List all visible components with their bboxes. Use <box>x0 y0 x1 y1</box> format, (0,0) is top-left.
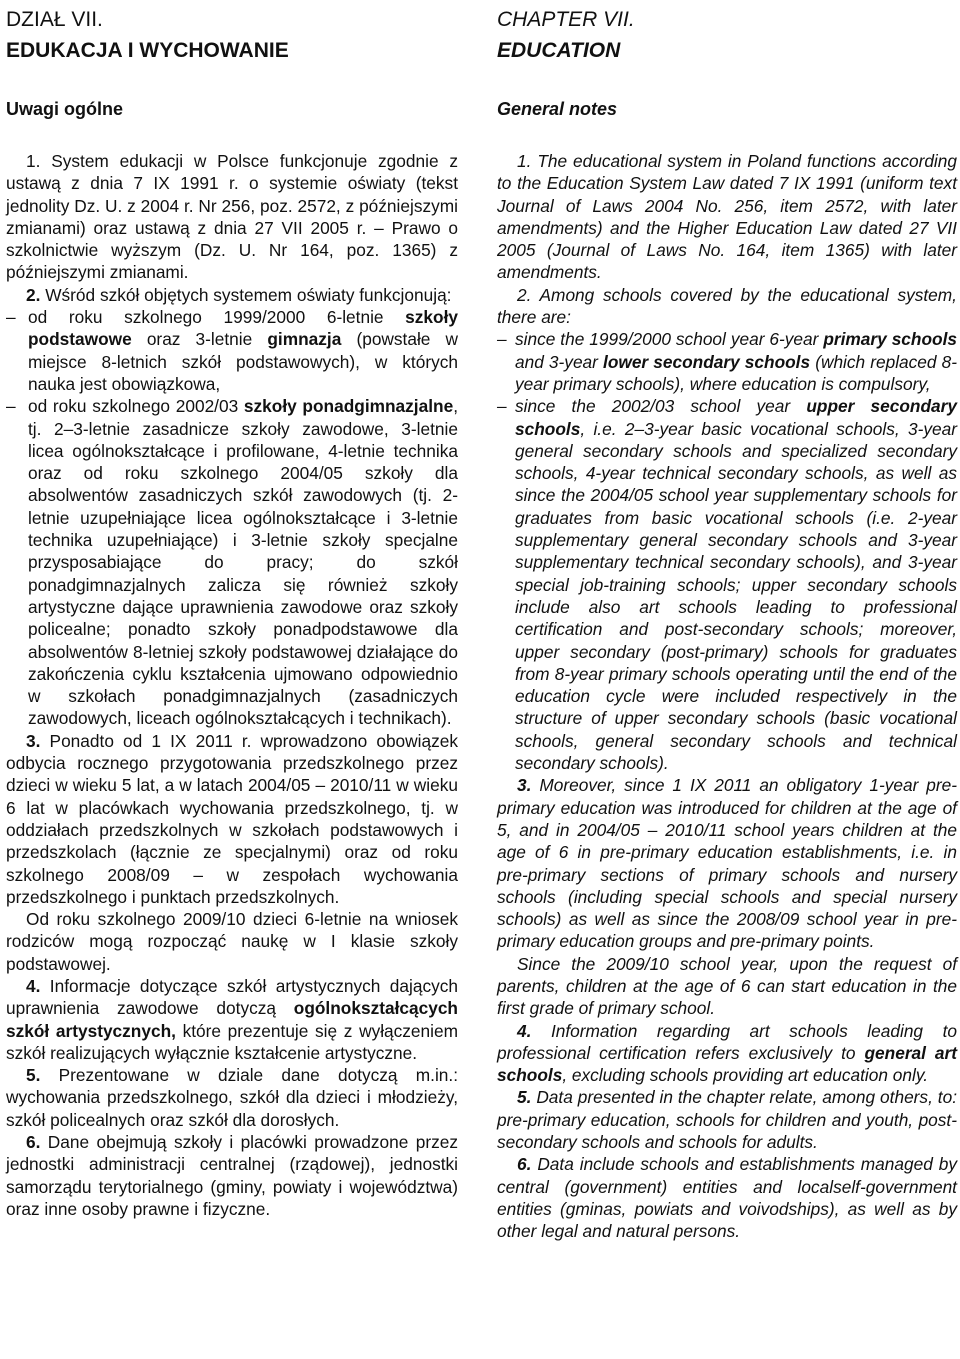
text: oraz 3-letnie <box>131 329 268 350</box>
paragraph-number: 1. <box>517 151 532 171</box>
bold-term: gimnazja <box>267 329 342 350</box>
paragraph-number: 3. <box>26 730 41 751</box>
bold-term: szkoły podstawowe <box>28 307 458 350</box>
paragraph-number: 5. <box>517 1087 532 1108</box>
paragraph-3b: Od roku szkolnego 2009/10 dzieci 6-letnie na wniosek rodziców mogą rozpocząć naukę w I klasie szkoły podstawowej. <box>6 909 458 974</box>
paragraph-text: Among schools covered by the educational system, there are: <box>497 284 957 328</box>
paragraph-text: Ponadto od 1 IX 2011 r. wprowadzono obowiązek odbycia rocznego przygotowania przedszkolnego przez dzieci w wieku 5 lat, a w latach 2004/05 – 2010/11 w wieku 6 lat w placówkach wychowania przedszkolnego, tj. w oddziałach przedszkolnych w szkołach podstawowych i przedszkolach (łącznie ze specjalnymi) oraz od roku szkolnego 2008/09 – w zespołach wychowania przedszkolnego i punktach przedszkolnych. <box>6 730 458 907</box>
chapter-title: EDUKACJA I WYCHOWANIE <box>6 39 289 62</box>
text: , tj. 2–3-letnie zasadnicze szkoły zawodowe, 3-letnie licea ogólnokształcące i profilowane, 4-letnie technika oraz od roku szkolnego 2004/05 szkoły dla absolwentów zasadniczych szkół zawodowych (tj. 2-letnie uzupełniające licea ogólnokształcące i 3-letnie technika uzupełniające) i 3-letnie szkoły specjalne przysposabiające do pracy; do szkół ponadgimnazjalnych zalicza się również szkoły artystyczne dające uprawnienia zawodowe oraz szkoły policealne; ponadto szkoły ponadpodstawowe dla absolwentów 8-letniej szkoły podstawowej działające do zakończenia cyklu kształcenia ujmowano odpowiednio w szkołach ponadgimnazjalnych (zasadniczych zawodowych, liceach ogólnokształcących i technikach). <box>28 396 458 729</box>
chapter-label: DZIAŁ VII. <box>6 8 103 31</box>
bold-term: primary schools <box>823 329 957 350</box>
text: and 3-year <box>515 351 604 372</box>
text: since the 2002/03 school year <box>515 396 807 417</box>
bold-term: szkoły ponadgimnazjalne <box>243 396 454 417</box>
paragraph-text: Moreover, since 1 IX 2011 an obligatory 1-year pre-primary education was introduced for children at the age of 5, and in 2004/05 – 2010/11 school years children at the age of 6 in pre-primary education establishments, i.e. in pre-primary sections of primary schools and nursery schools (including special schools and special nursery schools) as well as since the 2008/09 school year in pre-primary education groups and pre-primary points. <box>497 775 957 952</box>
paragraph-number: 3. <box>517 775 532 796</box>
paragraph-6 <box>497 1153 957 1242</box>
paragraph-3 <box>6 730 458 908</box>
text: które prezentuje się z wyłączeniem szkół realizujących wyłącznie kształcenie artystyczne. <box>6 1020 459 1063</box>
paragraph-6 <box>6 1131 458 1220</box>
paragraph-5 <box>497 1086 957 1153</box>
text: (powstałe w miejsce 8-letnich szkół podstawowych), w których nauka jest obowiązkowa, <box>28 329 459 394</box>
paragraph-number: 4. <box>517 1020 532 1041</box>
section-heading: Uwagi ogólne <box>6 99 123 119</box>
paragraph-text: Data include schools and establishments managed by central (government) entities and localself-government entities (gminas, powiats and voivodships), as well as by other legal and natural persons. <box>497 1154 957 1242</box>
paragraph-number: 2. <box>517 284 532 305</box>
english-column <box>497 0 957 1243</box>
paragraph-text: Prezentowane w dziale dane dotyczą m.in.: wychowania przedszkolnego, szkół dla dzieci i młodzieży, szkół policealnych oraz szkół dla dorosłych. <box>6 1065 458 1130</box>
dash-item-2: – since the 2002/03 school year upper secondary schools, i.e. 2–3-year basic vocational schools, 3-year general secondary schools and specialized secondary schools, 4-year technical secondary schools, as well as since the 2004/05 school year supplementary schools for graduates from basic vocational schools (i.e. 2-year supplementary general secondary schools and 3-year supplementary technical secondary schools), and 3-year special job-training schools; upper secondary schools include also art schools leading to professional certification and post-secondary schools; moreover, upper secondary (post-primary) schools for graduates from 8-year primary schools operating until the end of the education cycle were included respectively in the structure of upper secondary schools (basic vocational schools, general secondary schools and technical secondary schools). <box>497 396 957 774</box>
paragraph-4 <box>497 1020 957 1087</box>
chapter-title: EDUCATION <box>497 39 621 62</box>
paragraph-text: The educational system in Poland functions according to the Education System Law dated 7 IX 1991 (uniform text Journal of Laws 2004 No. 256, item 2572, with later amendments) and the Higher Education Law dated 27 VII 2005 (Journal of Laws No. 164, item 1365) with later amendments. <box>497 151 957 283</box>
text: Information regarding art schools leading to professional certification refers exclusively to <box>497 1020 957 1063</box>
dash-item-1: – od roku szkolnego 1999/2000 6-letnie szkoły podstawowe oraz 3-letnie gimnazja (powstałe w miejsce 8-letnich szkół podstawowych), w których nauka jest obowiązkowa, <box>6 307 459 394</box>
paragraph-1: 1. System edukacji w Polsce funkcjonuje zgodnie z ustawą z dnia 7 IX 1991 r. o systemie oświaty (tekst jednolity Dz. U. z 2004 r. Nr 256, poz. 2572, z późniejszymi zmianami) oraz ustawą z dnia 27 VII 2005 r. – Prawo o szkolnictwie wyższym (Dz. U. Nr 164, poz. 1365) z późniejszymi zmianami. <box>6 151 458 283</box>
text: , excluding schools providing art education only. <box>562 1065 928 1086</box>
paragraph-text: Data presented in the chapter relate, among others, to: pre-primary education, schools for children and youth, post-secondary schools and schools for adults. <box>497 1087 957 1153</box>
paragraph-1 <box>497 150 957 284</box>
paragraph-number: 4. <box>26 975 41 996</box>
paragraph-number: 6. <box>26 1132 41 1153</box>
text: (which replaced 8-year primary schools), where education is compulsory, <box>515 351 957 394</box>
paragraph-2 <box>497 284 957 329</box>
paragraph-5 <box>6 1064 458 1131</box>
paragraph-text: Dane obejmują szkoły i placówki prowadzone przez jednostki administracji centralnej (rządowej), jednostki samorządu terytorialnego (gminy, powiaty i województwa) oraz inne osoby prawne i fizyczne. <box>6 1132 458 1219</box>
paragraph-3 <box>497 774 957 952</box>
chapter-label: CHAPTER VII. <box>497 8 635 31</box>
paragraph-number: 2. <box>26 284 41 305</box>
section-heading: General notes <box>497 99 618 119</box>
paragraph-3b: Since the 2009/10 school year, upon the request of parents, children at the age of 6 can start education in the first grade of primary school. <box>497 953 957 1019</box>
text: since the 1999/2000 school year 6-year <box>515 329 824 350</box>
bold-term: general art schools <box>497 1042 957 1086</box>
bold-term: upper secondary schools <box>515 396 957 439</box>
paragraph-number: 6. <box>517 1154 532 1175</box>
text: Informacje dotyczące szkół artystycznych dających uprawnienia zawodowe dotyczą <box>6 975 458 1019</box>
bold-term: lower secondary schools <box>603 351 811 372</box>
dash-item-2: – od roku szkolnego 2002/03 szkoły ponadgimnazjalne, tj. 2–3-letnie zasadnicze szkoły zawodowe, 3-letnie licea ogólnokształcące i profilowane, 4-letnie technika oraz od roku szkolnego 2004/05 szkoły dla absolwentów zasadniczych szkół zawodowych (tj. 2-letnie uzupełniające licea ogólnokształcące i 3-letnie technika uzupełniające) i 3-letnie szkoły specjalne przysposabiające do pracy; do szkół ponadgimnazjalnych zalicza się również szkoły artystyczne dające uprawnienia zawodowe oraz szkoły policealne; ponadto szkoły ponadpodstawowe dla absolwentów 8-letniej szkoły podstawowej działające do zakończenia cyklu kształcenia ujmowano odpowiednio w szkołach ponadgimnazjalnych (zasadniczych zawodowych, liceach ogólnokształcących i technikach). <box>6 396 458 729</box>
text: od roku szkolnego 2002/03 <box>28 396 244 417</box>
paragraph-2 <box>6 284 458 306</box>
dash-item-1: – since the 1999/2000 school year 6-year primary schools and 3-year lower secondary schools (which replaced 8-year primary schools), where education is compulsory, <box>497 329 957 394</box>
paragraph-text: Wśród szkół objętych systemem oświaty funkcjonują: <box>40 284 452 305</box>
polish-column <box>6 0 458 1220</box>
paragraph-4 <box>6 975 458 1064</box>
bold-term: ogólnokształcących szkół artystycznych, <box>6 998 458 1041</box>
text: , i.e. 2–3-year basic vocational schools, 3-year general secondary schools and specialized secondary schools, 4-year technical secondary schools, as well as since the 2004/05 school year supplementary schools for graduates from basic vocational schools (i.e. 2-year supplementary general secondary schools and 3-year supplementary technical secondary schools), and 3-year special job-training schools; upper secondary schools include also art schools leading to professional certification and post-secondary schools; moreover, upper secondary (post-primary) schools for graduates from 8-year primary schools operating until the end of the education cycle were included respectively in the structure of upper secondary schools (basic vocational schools, general secondary schools and technical secondary schools). <box>515 418 957 774</box>
text: od roku szkolnego 1999/2000 6-letnie <box>28 307 406 328</box>
paragraph-number: 5. <box>26 1065 41 1086</box>
